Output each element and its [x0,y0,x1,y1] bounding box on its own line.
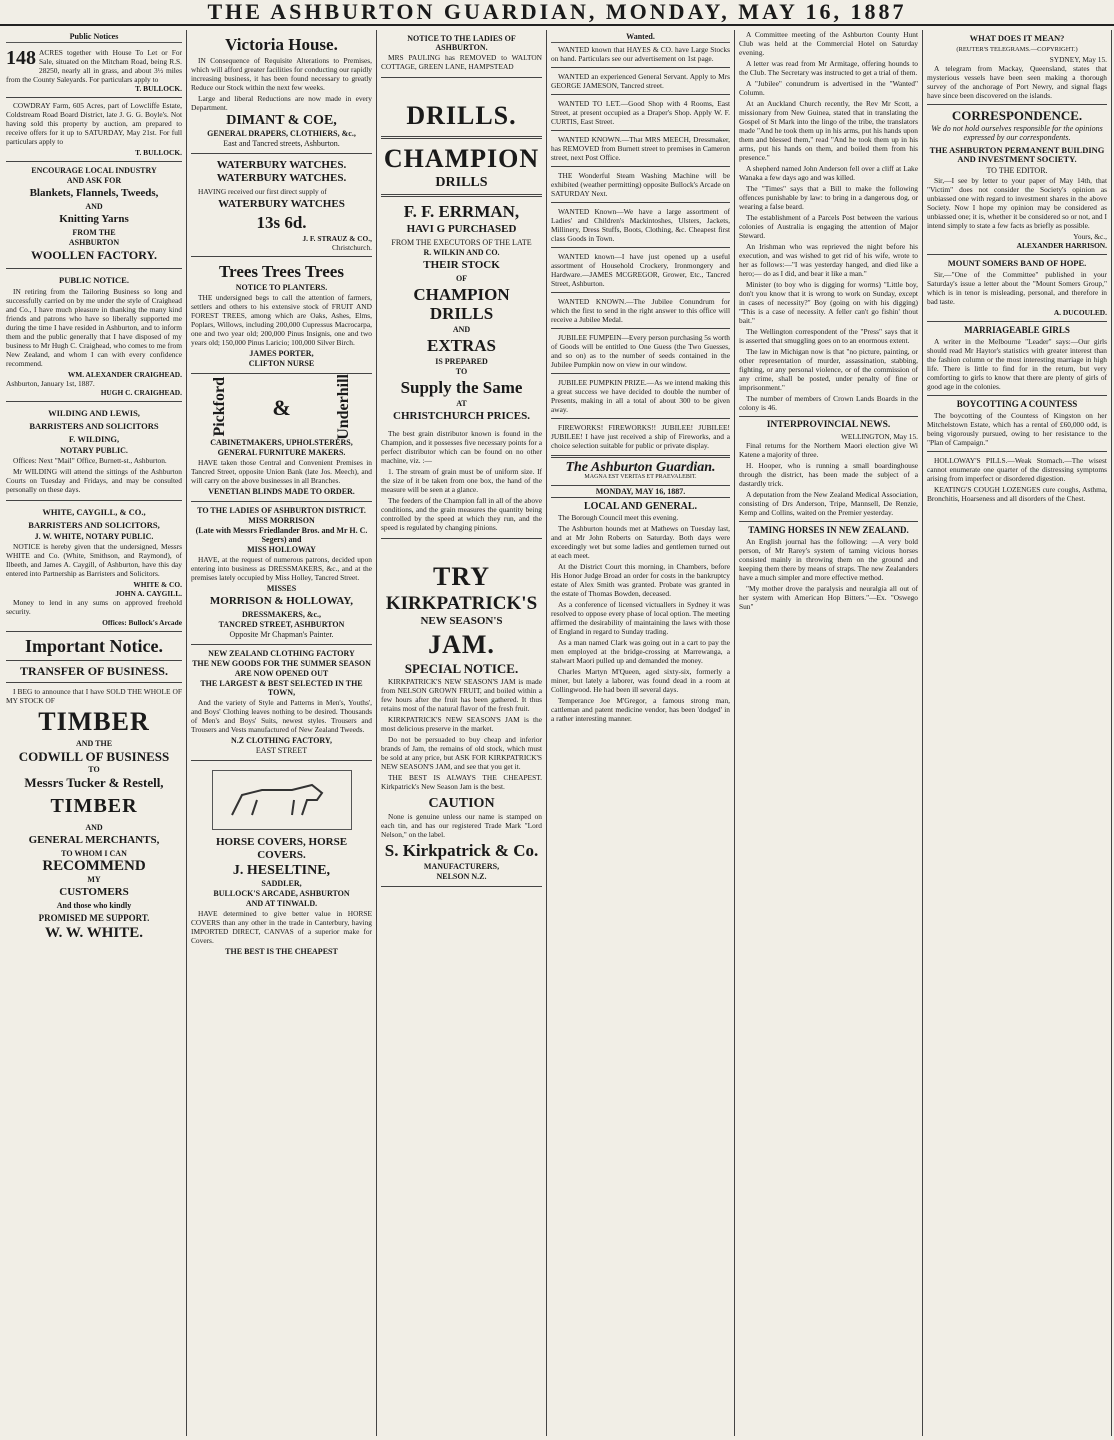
article-heading: MARRIAGEABLE GIRLS [964,325,1070,335]
ad-cowdray-farm: COWDRAY Farm, 605 Acres, part of Lowcliffe Estate, Coldstream Road Board District, late J. G. G. Boyle's. Not having sold this property by auction, am prepared to receive offers for it up to SATURDAY, May 21st. For full particulars apply to T. BULLOCK. [6,98,182,162]
ad-pickford-underhill: Pickford & Underhill CABINETMAKERS, UPHOLSTERERS, GENERAL FURNITURE MAKERS. HAVE taken those Central and Convenient Premises in Tancred Street, opposite Union Bank (late Jos. Meech), and will carry on the above businesses in all Branches. VENETIAN BLINDS MADE TO ORDER. [191,374,372,502]
article-heading: LOCAL AND GENERAL. [583,501,698,512]
column-5: A Committee meeting of the Ashburton County Hunt Club was held at the Commercial Hotel on Saturday evening. A letter was read from Mr Armitage, offering hounds to the Club. The Secretary was instructed to get a trial of them. A "Jubilee" conundrum is advertised in the "Wanted" Column. At an Auckland Church recently, the Rev Mr Scott, a missionary from New Guinea, stated that in translating the Gospel of St Mark into the lingo of the tribe, the translators made "And he took them up in his arms, put his hands upon them and blessed them," read "And he took them up in his arms, put his hands on them, and boiled them from his presence." A shepherd named John Anderson fell over a cliff at Lake Wanaka a few days ago and was killed. The "Times" says that a Bill to make the following offences punishable by law: to bring in a dangerous dog, or wearing a false beard. The establishment of a Parcels Post between the various colonies of Australia is engaging the attention of Major Steward. An Irishman who was reprieved the night before his execution, and was wished to get rid of his wife, wrote to her as follows:—"I was yesterday hanged, and died like a hero;— do as I did, and bear it like a man." Minister (to boy who is digging for worms) "Little boy, don't you know that it is wrong to work on Sunday, except in cases of necessity?" Boy (going on with his digging) "This is a case of necessity. A feller can't go fishin' thout bait." The Wellington correspondent of the "Press" says that it is asserted that smuggling goes on to an enormous extent. The law in Michigan now is that "no picture, painting, or other representation of murder, assassination, stabbing, fighting, or any personal violence, or of the commission of any crime, shall be posted, under penalty of fine or imprisonment." The number of members of Crown Lands Boards in the colony is 46. INTERPROVINCIAL NEWS. WELLINGTON, May 15. Final returns for the Northern Maori election give Wi Katene a majority of three. H. Hooper, who is running a small boardinghouse through the district, has been made the subject of a dastardly trick. A deputation from the New Zealand Medical Association, consisting of Drs Anderson, Tripe, Mannsell, De Renzie, Kemp and Collins, waited on the Premier yesterday. TAMING HORSES IN NEW ZEALAND. An English journal has the following: —A very bold person, of Mr Rarey's system of taming vicious horses consisted mainly in throwing them on the ground and keeping them there by means of straps. The new Zealanders have a much simpler and more effective method. "My mother drove the paralysis and neuralgia all out of her system with American Hop Bitters."—Ex. "Oswego Sun" [735,30,923,1436]
masthead [0,0,1114,26]
wanted-ad: THE Wonderful Steam Washing Machine will be exhibited (weather permitting) opposite Bullock's Arcade on SATURDAY Next. [551,171,730,198]
article-heading: INTERPROVINCIAL NEWS. [766,420,891,430]
article-heading: WHAT DOES IT MEAN? [969,33,1065,43]
wanted-ad: WANTED known—I have just opened up a useful assortment of Household Crockery, Ironmongery and Hardware.—JAMES MCGREGOR, Grower, Etc., Tancred Street, Ashburton. [551,252,730,288]
dateline: MONDAY, MAY 16, 1887. [551,485,730,498]
article-heading: CORRESPONDENCE. [951,108,1083,123]
ad-transfer-business: Important Notice. TRANSFER OF BUSINESS. I BEG to announce that I have SOLD THE WHOLE OF MY STOCK OF TIMBER AND THE CODWILL OF BUSINESS TO Messrs Tucker & Restell, TIMBER AND GENERAL MERCHANTS, TO WHOM I CAN RECOMMEND MY CUSTOMERS And those who kindly PROMISED ME SUPPORT. W. W. WHITE. [6,636,182,941]
paper-nameplate: The Ashburton Guardian. [565,460,716,475]
ad-heseltine: HORSE COVERS, HORSE COVERS. J. HESELTINE, SADDLER, BULLOCK'S ARCADE, ASHBURTON AND AT TINWALD. HAVE determined to give better value in HORSE COVERS than any other in the trade in Canterbury, having IMPORTED DIRECT, CANVAS of a superior make for Covers. THE BEST IS THE CHEAPEST [191,761,372,961]
article-heading: TAMING HORSES IN NEW ZEALAND. [748,525,909,535]
section-header: Wanted. [551,32,730,43]
wanted-ad: WANTED known that HAYES & CO. have Large Stocks on hand. Particulars see our advertisement on 1st page. [551,45,730,63]
horse-illustration-icon [212,770,352,830]
ad-victoria-house: Victoria House. IN Consequence of Requisite Alterations to Premises, which will afford greater facilities for conducting our rapidly increasing business, it has been found necessary to greatly Reduce our Stock within the next few weeks. Large and liberal Reductions are now made in every Department. DIMANT & COE, GENERAL DRAPERS, CLOTHIERS, &c., East and Tancred streets, Ashburton. [191,30,372,154]
ad-kirkpatricks-jam: TRY KIRKPATRICK'S NEW SEASON'S JAM. SPECIAL NOTICE. KIRKPATRICK'S NEW SEASON'S JAM is made from NELSON GROWN FRUIT, and boiled within a few hours after the fruit has been gathered. It thus retains most of the natural flavor of the fresh fruit. KIRKPATRICK'S NEW SEASON'S JAM is the most delicious preserve in the market. Do not be persuaded to buy cheap and inferior brands of Jam, the remains of old stock, which must be sold at any price, but ASK FOR KIRKPATRICK'S NEW SEASON'S JAM, and see that you get it. THE BEST IS ALWAYS THE CHEAPEST. Kirkpatrick's New Season Jam is the best. CAUTION None is genuine unless our name is stamped on each tin, and has our registered Trade Mark "Lord Nelson," on the label. S. Kirkpatrick & Co. MANUFACTURERS, NELSON N.Z. [381,539,542,887]
column-3 [377,30,547,1436]
wanted-ad: WANTED KNOWN.—The Jubilee Conundrum for which the first to send in the right answer to this office will receive a Jubilee Medal. [551,297,730,324]
wanted-ad: JUBILEE PUMPKIN PRIZE.—As we intend making this a great success we have decided to double the number of Presents, making in all a total of about 300 to be given away. [551,378,730,414]
column-1 [2,30,187,1436]
wanted-ad: JUBILEE FUMPEIN—Every person purchasing 5s worth of Goods will be entitled to One Guess (the Two Guesses, and so on) as to the number of seeds contained in the Jubilee Pumpkin now on view in our window. [551,333,730,369]
ad-trees: Trees Trees Trees NOTICE TO PLANTERS. THE undersigned begs to call the attention of farmers, settlers and others to his extensive stock of FRUIT AND FOREST TREES, among which are Oaks, Ashes, Elms, Poplars, Willows, including 200,000 Cupressus Macrocarpa, one and two year old; 200,000 Pinus Insignis, one and two years old; 150,000 Pinus Laricio; 100,000 Silver Birch. JAMES PORTER, CLIFTON NURSE [191,257,372,374]
wanted-ad: WANTED an experienced General Servant. Apply to Mrs GEORGE JAMESON, Tancred street. [551,72,730,90]
ad-wilding-lewis: WILDING AND LEWIS, BARRISTERS AND SOLICITORS F. WILDING, NOTARY PUBLIC. Offices: Next "Mail" Office, Burnett-st., Ashburton. Mr WILDING will attend the sittings of the Ashburton Courts on Tuesday and Fridays, and may be consulted personally on these days. [6,402,182,501]
page-columns [2,30,1112,1436]
column-6: WHAT DOES IT MEAN? (REUTER'S TELEGRAMS.—COPYRIGHT.) SYDNEY, May 15. A telegram from Mackay, Queensland, states that mysterious vessels have been seen making a thorough survey of the anchorage of Port Newry, and signal flags have since been discovered on the islands. CORRESPONDENCE. We do not hold ourselves responsible for the opinions expressed by our correspondents. THE ASHBURTON PERMANENT BUILDING AND INVESTMENT SOCIETY. TO THE EDITOR. Sir,—I see by letter to your paper of May 14th, that "Victim" does not consider the Society's opinion as unbiassed one with regard to investment shares in the above Society. Now I hope my opinion may be considered as unbiassed one; it is, whether it be considered so or not, and I intend simply to state a few facts as briefly as possible. Yours, &c., ALEXANDER HARRISON. MOUNT SOMERS BAND OF HOPE. Sir,—"One of the Committee" published in your Saturday's issue a letter about the "Mount Somers Group," which is in tenor is misleading, personal, and therefore in bad taste. A. DUCOULED. MARRIAGEABLE GIRLS A writer in the Melbourne "Leader" says:—Our girls should read Mr Haytor's statistics with greater interest than the fashion column or the most interesting marriage in high life. There is little to find for in the return, but very comforting to girls to know that there are plenty of girls of good age in the colonies. BOYCOTTING A COUNTESS The boycotting of the Countess of Kingston on her Mitchelstown Estate, which has a rental of £60,000 odd, is being vigorously pursued, owing to her resistance to the "Plan of Campaign." HOLLOWAY'S PILLS.—Weak Stomach.—The wisest cannot enumerate one quarter of the distressing symptoms arising from imperfect or disordered digestion. KEATING'S COUGH LOZENGES cure coughs, Asthma, Bronchitis, Hoarseness and all disorders of the Chest. [923,30,1112,1436]
article-heading: BOYCOTTING A COUNTESS [956,399,1078,409]
section-header: Public Notices [6,32,182,43]
wanted-ad: FIREWORKS! FIREWORKS!! JUBILEE! JUBILEE! JUBILEE! I have just received a ship of Fireworks, and a choice selection suitable for public or private display. [551,423,730,450]
column-2 [187,30,377,1436]
wanted-ad: WANTED TO LET.—Good Shop with 4 Rooms, East Street, at present occupied as a Draper's Shop. Apply W. F. CURTIS, East Street. [551,99,730,126]
ad-public-notice: PUBLIC NOTICE. IN retiring from the Tailoring Business so long and successfully carried on by me under the style of Craighead and Co., I have much pleasure in thanking the many kind friends and patrons who have so liberally supported me during the time I have resided in Ashburton, and to inform them and the public generally that I have disposed of my business to Mr Hugh C. Craighead, who comes to me from New Zealand, and whom I can with every confidence recommend. WM. ALEXANDER CRAIGHEAD. Ashburton, January 1st, 1887. HUGH C. CRAIGHEAD. [6,269,182,402]
ad-morrison-holloway: TO THE LADIES OF ASHBURTON DISTRICT. MISS MORRISON (Late with Messrs Friedlander Bros. and Mr H. C. Segers) and MISS HOLLOWAY HAVE, at the request of numerous patrons, decided upon entering into business as DRESSMAKERS, &c., and at the premises lately occupied by Miss Holley, Tancred Street. MISSES MORRISON & HOLLOWAY, DRESSMAKERS, &c., TANCRED STREET, ASHBURTON Opposite Mr Chapman's Painter. [191,502,372,645]
ad-mrs-pauling: NOTICE TO THE LADIES OF ASHBURTON. MRS PAULING has REMOVED to WALTON COTTAGE, GREEN LANE, HAMPSTEAD [381,30,542,78]
ad-woollen-factory: ENCOURAGE LOCAL INDUSTRY AND ASK FOR Blankets, Flannels, Tweeds, AND Knitting Yarns FROM THE ASHBURTON WOOLLEN FACTORY. [6,162,182,269]
newspaper-title: THE ASHBURTON GUARDIAN, MONDAY, MAY 16, 1887 [207,0,907,24]
ad-148-acres: 148 ACRES together with House To Let or For Sale, situated on the Mitcham Road, being R.S. 28250, nearly all in grass, and about 3½ miles from the County Saleyards. For particulars apply to T. BULLOCK. [6,45,182,98]
ad-nz-clothing-factory: NEW ZEALAND CLOTHING FACTORY THE NEW GOODS FOR THE SUMMER SEASON ARE NOW OPENED OUT THE LARGEST & BEST SELECTED IN THE TOWN, And the variety of Style and Patterns in Men's, Youths', and Boys' Clothing leaves nothing to be desired. Thousands of Men's and Boys' Suits, newest styles. Trousers and Trousers and Vests manufactured of New Zealand Tweeds. N.Z CLOTHING FACTORY, EAST STREET [191,645,372,761]
column-4: Wanted. WANTED known that HAYES & CO. have Large Stocks on hand. Particulars see our advertisement on 1st page. WANTED an experienced General Servant. Apply to Mrs GEORGE JAMESON, Tancred street. WANTED TO LET.—Good Shop with 4 Rooms, East Street, at present occupied as a Draper's Shop. Apply W. F. CURTIS, East Street. WANTED KNOWN.—That MRS MEECH, Dressmaker, has REMOVED from Burnett street to premises in Cameron street, next Post Office. THE Wonderful Steam Washing Machine will be exhibited (weather permitting) opposite Bullock's Arcade on SATURDAY Next. WANTED Known—We have a large assortment of Ladies' and Children's Mackintoshes, Ulsters, Jackets, Millinery, Dress Stuffs, Boots, Clothing, &c. Cheapest first class Goods in Town. WANTED known—I have just opened up a useful assortment of Household Crockery, Ironmongery and Hardware.—JAMES MCGREGOR, Grower, Etc., Tancred Street, Ashburton. WANTED KNOWN.—The Jubilee Conundrum for which the first to send in the right answer to this office will receive a Jubilee Medal. JUBILEE FUMPEIN—Every person purchasing 5s worth of Goods will be entitled to One Guess (the Two Guesses, and so on) as to the number of seeds contained in the Jubilee Pumpkin now on view in our window. JUBILEE PUMPKIN PRIZE.—As we intend making this a great success we have decided to double the number of Presents, making in all a total of about 300 to be given away. FIREWORKS! FIREWORKS!! JUBILEE! JUBILEE! JUBILEE! I have just received a ship of Fireworks, and a choice selection suitable for public or private display. The Ashburton Guardian. MAGNA EST VERITAS ET PRAEVALEBIT. MONDAY, MAY 16, 1887. LOCAL AND GENERAL. The Borough Council meet this evening. The Ashburton hounds met at Mathews on Tuesday last, and at Mr John Roberts on Saturday. Both days were exceedingly wet but some ladies and gentlemen turned out at each meet. At the District Court this morning, in Chambers, before His Honor Judge Broad an order for costs in the bankruptcy estate of Alex Smith was granted. Probate was granted in the estate of Thomas Bowden, deceased. As a conference of licensed victuallers in Sydney it was resolved to oppose every phase of local option. The meeting affirmed the desirability of maintaining the laws with those of England in regard to Sunday trading. As a man named Clark was going out in a cart to pay the men employed at the bridge-crossing at Marrewanga, a stalwart Maori pulled up and demanded the money. Charles Martyn M'Queen, aged sixty-six, formerly a miner, but lately a laborer, was found dead in a room at Collingwood. He had been ill several days. Temperance Joe M'Gregor, a famous strong man, cattleman and patent medicine vendor, has been 'dodged' in a rather interesting manner. [547,30,735,1436]
ad-waterbury-watches: WATERBURY WATCHES. WATERBURY WATCHES. HAVING received our first direct supply of WATERBURY WATCHES 13s 6d. J. F. STRAUZ & CO., Christchurch. [191,154,372,257]
ad-white-caygill: WHITE, CAYGILL, & CO., BARRISTERS AND SOLICITORS, J. W. WHITE, NOTARY PUBLIC. NOTICE is hereby given that the undersigned, Messrs WHITE and Co. (White, Smithson, and Raymond), of Ilbeeth, and James A. Caygill, of Ashburton, have this day entered into Partnership as Barristers and Solicitors. WHITE & CO. JOHN A. CAYGILL. Money to lend in any sums on approved freehold security. Offices: Bullock's Arcade [6,501,182,632]
ad-champion-drills: DRILLS. CHAMPION DRILLS F. F. ERRMAN, HAVI G PURCHASED FROM THE EXECUTORS OF THE LATE R. WILKIN AND CO. THEIR STOCK OF CHAMPION DRILLS AND EXTRAS IS PREPARED TO Supply the Same AT CHRISTCHURCH PRICES. The best grain distributor known is found in the Champion, and it possesses five necessary points for a perfect distributor which can be found on no other machine, viz. :— 1. The stream of grain must be of uniform size. If the size of it be taken from one box, the hand of the measure will be seen at a glance. The feeders of the Champion fall in all of the above conditions, and the grain measures the quantity being controlled by the speed at which they run, and the speed is regulated by changing pinions. [381,78,542,539]
wanted-ad: WANTED Known—We have a large assortment of Ladies' and Children's Mackintoshes, Ulsters, Jackets, Millinery, Dress Stuffs, Boots, Clothing, &c. Cheapest first class Goods in Town. [551,207,730,243]
wanted-ad: WANTED KNOWN.—That MRS MEECH, Dressmaker, has REMOVED from Burnett street to premises in Cameron street, next Post Office. [551,135,730,162]
